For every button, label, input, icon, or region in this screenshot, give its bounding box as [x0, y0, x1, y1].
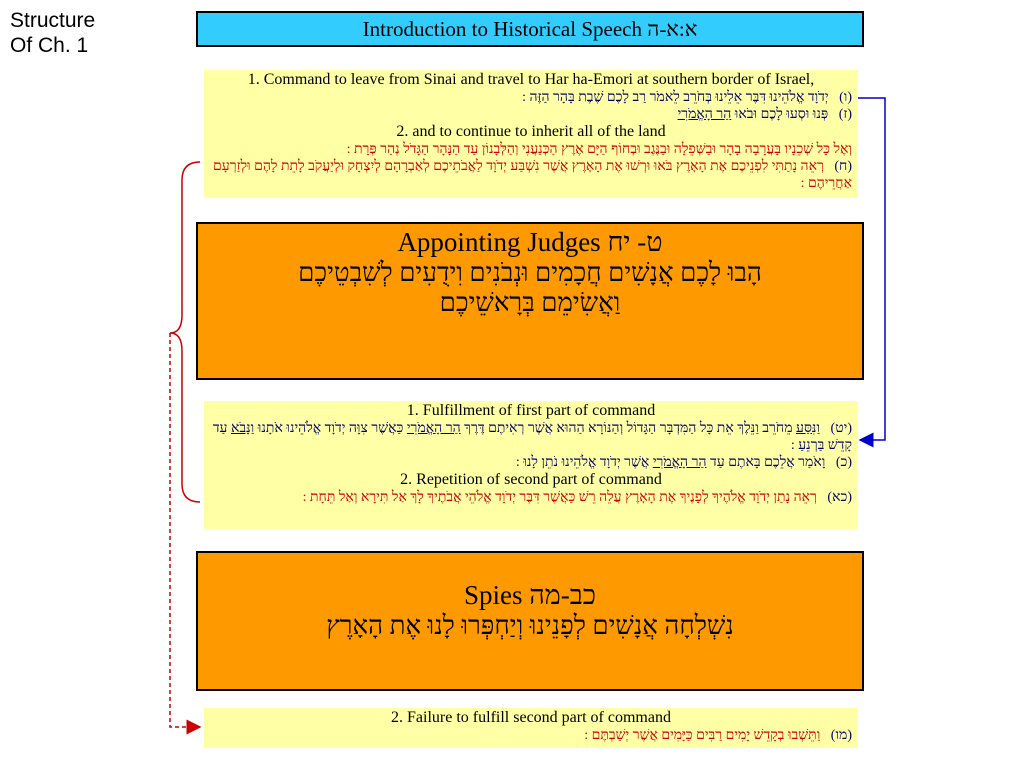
verse-7b: וְאֶל כָּל שְׁכֵנָיו בָּעֲרָבָה בָהָר וּבַשְּׁפֵלָה וּבַנֶּגֶב וּבְחוֹף הַיָּם אֶרֶץ הַכְּנַעֲנִי וְהַלְּבָנוֹן עַד הַנָּהָר הַגָּדֹל נְהַר פְּרָת : [346, 142, 852, 157]
verse-20-number: (כ) [835, 455, 852, 470]
verse-20-text-b: אֲשֶׁר יְדֹוָד אֱלֹהֵינוּ נֹתֵן לָנוּ : [515, 455, 650, 470]
verse-19-text-c: עַד קָדֵשׁ בַּרְנֵעַ : [212, 421, 852, 453]
verse-7-number: (ז) [838, 107, 852, 122]
verse-19-underlined-2: הַר הָאֱמֹרִי [406, 421, 461, 436]
verse-21-text: רְאֵה נָתַן יְדֹוָד אֱלֹהֶיךָ לְפָנֶיךָ אֶת הָאָרֶץ עֲלֵה רֵשׁ כַּאֲשֶׁר דִּבֶּר יְדֹוָד אֱלֹהֵי אֲבֹתֶיךָ לָךְ אַל תִּירָא וְאַל תֵּחָת : [302, 490, 817, 505]
failure-line-1: 2. Failure to fulfill second part of command [391, 709, 671, 726]
verse-20-text-a: וָאֹמַר אֲלֵכֶם בָּאתֶם עַד [710, 455, 826, 470]
verse-19-text-a: מֵחֹרֵב וַנֵּלֶךְ אֵת כָּל הַמִּדְבָּר הַגָּדוֹל וְהַנּוֹרָא הַהוּא אֲשֶׁר רְאִיתֶם דֶּרֶךְ [464, 421, 793, 436]
red-curly-brace [170, 162, 200, 502]
verse-6-text: יְדֹוָד אֱלֹהֵינוּ דִּבֶּר אֵלֵינוּ בְּחֹרֵב לֵאמֹר רַב לָכֶם שֶׁבֶת בָּהָר הַזֶּה : [522, 90, 829, 105]
verse-7-text: פְּנוּ וּסְעוּ לָכֶם וּבֹאוּ [734, 107, 829, 122]
verse-46-text: וַתֵּשְׁבוּ בְקָדֵשׁ יָמִים רַבִּים כַּיָּמִים אֲשֶׁר יְשַׁבְתֶּם : [584, 728, 821, 743]
command-line-2: 2. and to continue to inherit all of the land [396, 123, 666, 140]
spies-ref: כב-מה [529, 580, 596, 610]
blue-connector-arrow [858, 98, 885, 440]
intro-ref: א:א-ה [647, 17, 698, 41]
verse-19-text-b: כַּאֲשֶׁר צִוָּה יְדֹוָד אֱלֹהֵינוּ אֹתָנוּ [257, 421, 404, 436]
intro-label: Introduction to Historical Speech [362, 17, 642, 41]
verse-8-text: רְאֵה נָתַתִּי לִפְנֵיכֶם אֶת הָאָרֶץ בֹּאוּ וּרְשׁוּ אֶת הָאָרֶץ אֲשֶׁר נִשְׁבַּע יְדֹוָד לַאֲבֹתֵיכֶם לְאַבְרָהָם לְיִצְחָק וּלְיַעֲקֹב לָתֵת לָהֶם וּלְזַרְעָם אַחֲרֵיהֶם : [213, 159, 852, 191]
verse-19-underlined-1: וַנִּסַּע [796, 421, 821, 436]
red-dashed-connector-arrow [170, 333, 200, 727]
verse-46-number: (מו) [830, 728, 852, 743]
command-line-1: 1. Command to leave from Sinai and travel to Har ha-Emori at southern border of Israel, [247, 71, 815, 88]
judges-ref: ט- יח [607, 227, 663, 257]
spies-title: Spies [463, 580, 523, 610]
slide-title-line2: Of Ch. 1 [10, 34, 89, 57]
judges-verse-line-2: וַאֲשִׂימֵם בְּרָאשֵׁיכֶם [439, 288, 621, 317]
judges-verse-line-1: הָבוּ לָכֶם אֲנָשִׁים חֲכָמִים וּנְבֹנִים וִידֻעִים לְשִׁבְטֵיכֶם [298, 258, 762, 287]
verse-19-underlined-3: וַנָּבֹא [230, 421, 255, 436]
verse-19-number: (יט) [830, 421, 852, 436]
slide-title-line1: Structure [10, 9, 96, 32]
verse-8-number: (ח) [834, 159, 852, 174]
verse-7-underlined: הַר הָאֱמֹרִי [677, 107, 732, 122]
verse-21-number: (כא) [827, 490, 852, 505]
judges-title: Appointing Judges [397, 227, 601, 257]
fulfillment-line-2: 2. Repetition of second part of command [400, 471, 662, 488]
verse-20-underlined: הַר הָאֱמֹרִי [652, 455, 707, 470]
verse-6-number: (ו) [839, 90, 852, 105]
fulfillment-line-1: 1. Fulfillment of first part of command [406, 402, 656, 419]
spies-verse: נִשְׁלְחָה אֲנָשִׁים לְפָנֵינוּ וְיַחְפְּרוּ לָנוּ אֶת הָאָרֶץ [326, 611, 734, 640]
